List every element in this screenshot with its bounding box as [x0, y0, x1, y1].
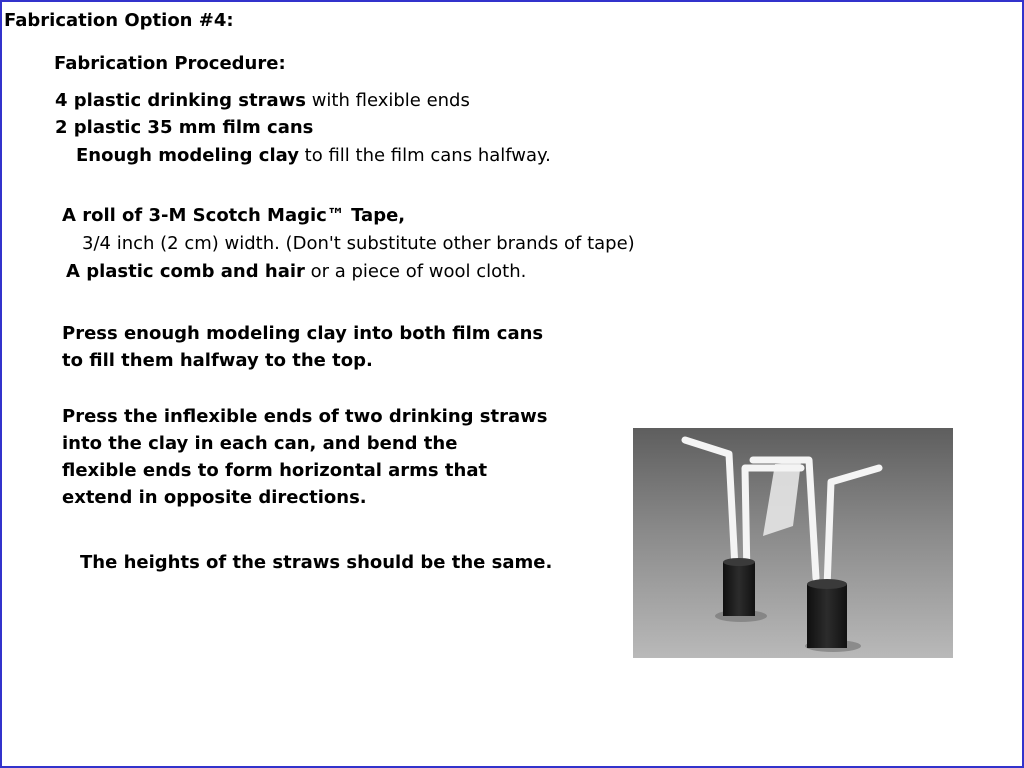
film-can [723, 562, 755, 616]
material-name: Enough modeling clay [76, 145, 299, 166]
film-can [807, 584, 847, 648]
material-item [82, 230, 635, 257]
slide-title: Fabrication Option #4: [4, 10, 234, 31]
material-name: 4 plastic drinking straws [55, 90, 306, 111]
material-detail: to fill the film cans halfway. [298, 145, 551, 166]
step-line: The heights of the straws should be the same. [80, 552, 553, 573]
material-item [76, 142, 551, 169]
straw-apparatus-photo [633, 428, 953, 658]
film-can-rim [807, 579, 847, 589]
material-item [66, 258, 526, 285]
material-item [55, 87, 470, 114]
material-detail: with flexible ends [305, 90, 470, 111]
step-paragraph [62, 320, 543, 374]
material-item [62, 202, 405, 229]
material-name: A roll of 3-M Scotch Magic™ Tape, [62, 205, 406, 226]
material-name: 2 plastic 35 mm film cans [55, 117, 314, 138]
section-heading: Fabrication Procedure: [54, 53, 286, 74]
step-line: into the clay in each can, and bend the [62, 433, 458, 454]
material-detail: or a piece of wool cloth. [304, 261, 527, 282]
step-line: to fill them halfway to the top. [62, 350, 373, 371]
step-line: Press the inflexible ends of two drinking straws [62, 406, 548, 427]
step-line: extend in opposite directions. [62, 487, 367, 508]
material-item [55, 114, 313, 141]
step-paragraph [80, 549, 552, 576]
step-paragraph [62, 403, 547, 511]
film-can-rim [723, 558, 755, 566]
material-detail: 3/4 inch (2 cm) width. (Don't substitute other brands of tape) [82, 233, 635, 254]
step-line: flexible ends to form horizontal arms that [62, 460, 488, 481]
material-name: A plastic comb and hair [66, 261, 305, 282]
photo-drawing [633, 428, 953, 658]
step-line: Press enough modeling clay into both film cans [62, 323, 544, 344]
